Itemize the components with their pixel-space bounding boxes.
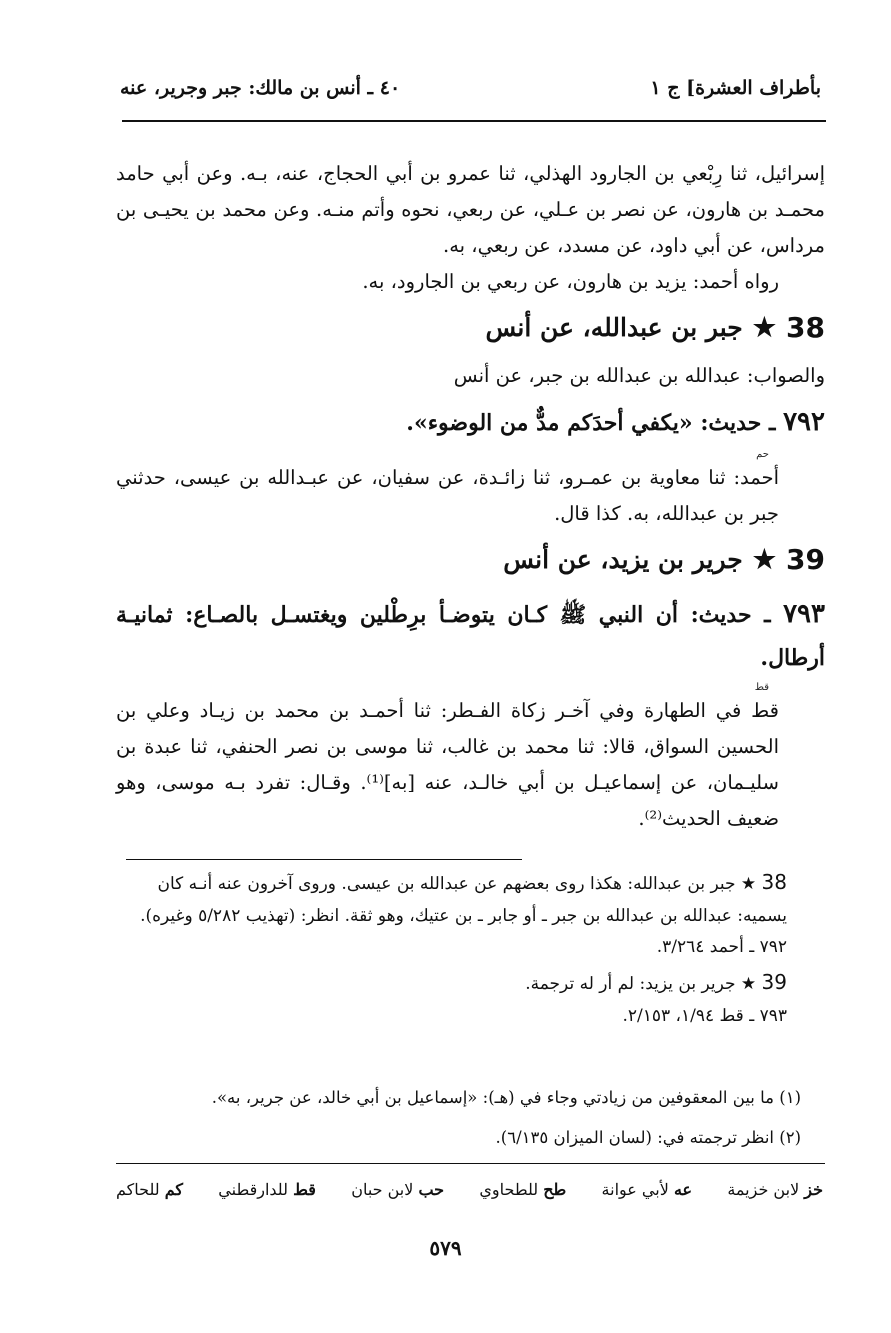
star-icon: ★	[740, 973, 757, 994]
hadith-792	[116, 398, 825, 446]
footnote-39	[116, 964, 825, 1001]
entry-number: 39	[786, 543, 825, 577]
entry-number: 38	[786, 311, 825, 345]
footnote-text: جرير بن يزيد: لم أر له ترجمة.	[525, 973, 736, 994]
footnote-number: 38	[761, 870, 787, 894]
abbrev-item: قط للدارقطني	[218, 1180, 316, 1199]
paragraph-ahmad-1: رواه أحمد: يزيد بن هارون، عن ربعي بن الجارود، به.	[362, 270, 779, 294]
footnote-792: ٧٩٢ ـ أحمد ٣/٢٦٤.	[656, 937, 787, 958]
header-book-title: بأطراف العشرة] ج ١	[650, 77, 821, 99]
hadith-number: ٧٩٢	[783, 407, 825, 438]
abbreviations-divider	[116, 1163, 825, 1164]
footnote-38	[116, 864, 825, 932]
star-icon: ★	[740, 874, 757, 894]
hadith-number: ٧٩٣	[783, 599, 825, 630]
hadith-text: أن النبي ﷺ كـان يتوضـأ برِطْلين ويغتسـل بالصـاع: ثمانيـة أرطال.	[116, 602, 825, 672]
paragraph-daraqutni: قط في الطهارة وفي آخـر زكاة الفـطر: ثنا أحمـد بن محمد بن زيـاد وعلي بن الحسين السواق، قالا: ثنا محمد بن غالب، ثنا موسى بن نصر الحنفي، ثنا عبدة بن سليـمان، عن إسماعيـل بن أبي خالـد، عنه [به]⁽¹⁾. وقـال: تفرد بـه موسى، وهو ضعيف الحديث⁽²⁾.	[116, 698, 779, 831]
header-divider	[122, 120, 826, 122]
paragraph-isnad-1: إسرائيل، ثنا رِبْعي بن الجارود الهذلي، ثنا عمرو بن أبي الحجاج، عنه، بـه. وعن أبي حامد محمـد بن هارون، عن نصر بن عـلي، عن ربعي، نحوه وأتم منـه. وعن محمد بن يحيـى بن مرداس، عن أبي داود، عن مسدد، عن ربعي، به.	[116, 162, 825, 258]
footnotes	[116, 864, 825, 1032]
entry-heading-38	[116, 302, 825, 354]
abbreviations-key	[116, 1180, 823, 1199]
star-icon: ★	[752, 313, 777, 344]
running-header	[120, 72, 821, 104]
abbrev-item: كم للحاكم	[116, 1180, 183, 1199]
footnote-divider	[126, 859, 522, 860]
hadith-text: «يكفي أحدَكم مدٌّ من الوضوء».	[406, 410, 693, 437]
footnote-793: ٧٩٣ ـ قط ١/٩٤، ٢/١٥٣.	[622, 1005, 787, 1026]
hadith-label: ـ حديث:	[690, 602, 771, 629]
abbrev-item: طح للطحاوي	[479, 1180, 567, 1199]
abbrev-item: خز لابن خزيمة	[727, 1180, 823, 1199]
entry-title: جبر بن عبدالله، عن أنس	[485, 313, 743, 343]
source-sigil: قط	[754, 681, 769, 693]
hadith-793	[116, 590, 825, 679]
abbrev-item: عه لأبي عوانة	[601, 1180, 693, 1199]
paragraph-ahmad-2: أحمد: ثنا معاوية بن عمـرو، ثنا زائـدة، عن سفيان، عن عبـدالله بن عيسى، حدثني جبر بن عبدالله، به. كذا قال.	[116, 466, 779, 526]
entry-title: جرير بن يزيد، عن أنس	[503, 545, 743, 575]
hadith-label: ـ حديث:	[700, 410, 776, 437]
main-text	[116, 156, 825, 837]
star-icon: ★	[752, 545, 777, 576]
note-1: (١) ما بين المعقوفين من زيادتي وجاء في (هـ): «إسماعيل بن أبي خالد، عن جرير، به».	[211, 1088, 801, 1107]
endnotes	[116, 1078, 825, 1157]
header-chapter-title: ٤٠ ـ أنس بن مالك: جبر وجرير، عنه	[120, 77, 401, 99]
page-number: ٥٧٩	[429, 1236, 462, 1260]
abbrev-item: حب لابن حبان	[351, 1180, 445, 1199]
entry-heading-39	[116, 534, 825, 586]
footnote-number: 39	[761, 969, 787, 994]
paragraph-correction: والصواب: عبدالله بن عبدالله بن جبر، عن أنس	[453, 364, 825, 388]
source-sigil: حم	[756, 449, 769, 461]
footnote-text: جبر بن عبدالله: هكذا روى بعضهم عن عبدالله بن عيسى. وروى آخرون عنه أنـه كان يسميه: عبدالله بن عبدالله بن جبر ـ أو جابر ـ بن عتيك، وهو ثقة. انظر: (تهذيب ٥/٢٨٢ وغيره).	[140, 874, 787, 926]
note-2: (٢) انظر ترجمته في: (لسان الميزان ٦/١٣٥).	[495, 1127, 801, 1147]
